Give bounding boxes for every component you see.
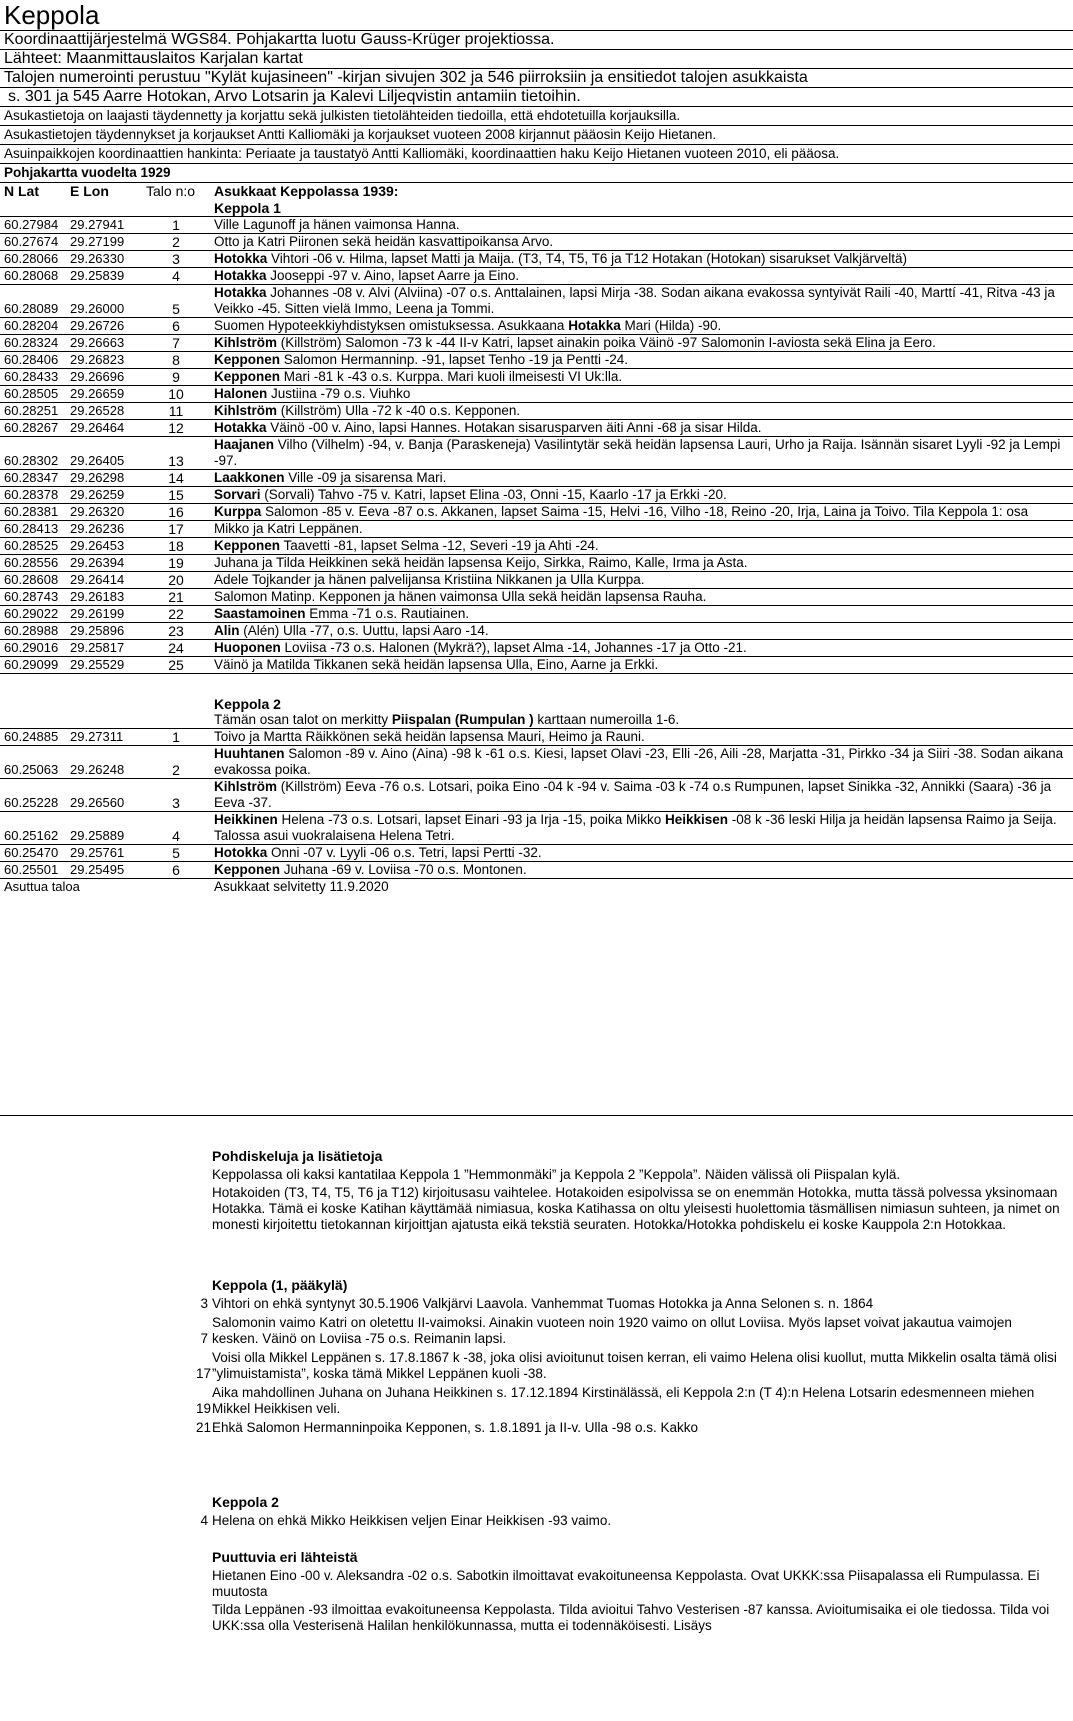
residents-text: Vilho (Vilhelm) -94, v. Banja (Paraskeneja) Vasilintytär sekä heidän lapsensa Lauri, Urho ja Raija. Isännän sisaret Lyyli -92 ja Lempi -97.	[214, 437, 1061, 468]
lat-cell: 60.29099	[0, 657, 70, 674]
table-row	[0, 487, 1073, 504]
lat-cell: 60.25162	[0, 812, 70, 845]
house-number-cell: 3	[140, 779, 212, 812]
residents-cell	[212, 572, 1073, 589]
note-item	[200, 1315, 1062, 1347]
column-header-row	[0, 182, 1073, 200]
note-item-text: Aika mahdollinen Juhana on Juhana Heikkinen s. 17.12.1894 Kirstinälässä, eli Keppola 2:n (T 4):n Helena Lotsarin edesmenneen miehen Mikkel Heikkisen veli.	[212, 1385, 1035, 1416]
lat-cell: 60.28267	[0, 420, 70, 437]
residents-text: Loviisa -73 o.s. Halonen (Mykrä?), lapset Alma -14, Johannes -17 ja Otto -21.	[280, 640, 747, 655]
note-item-number: 7	[200, 1331, 208, 1346]
family-name: Saastamoinen	[214, 606, 306, 621]
table-row	[0, 606, 1073, 623]
residents-cell	[212, 504, 1073, 521]
house-number-cell: 17	[140, 521, 212, 538]
lat-cell: 60.29022	[0, 606, 70, 623]
lat-cell: 60.25228	[0, 779, 70, 812]
family-name: Huuhtanen	[214, 746, 285, 761]
lat-cell: 60.24885	[0, 729, 70, 746]
residents-cell	[212, 623, 1073, 640]
col-residents: Asukkaat Keppolassa 1939:	[214, 183, 399, 199]
residents-cell	[212, 420, 1073, 437]
lat-cell: 60.28413	[0, 521, 70, 538]
missing-paragraph-1: Hietanen Eino -00 v. Aleksandra -02 o.s. Sabotkin ilmoittavat evakoituneensa Keppolasta. Ovat UKKK:ssa Piisapalassa eli Rumpulassa. Ei muutosta	[212, 1568, 1040, 1599]
lon-cell: 29.26726	[70, 318, 140, 335]
house-number-cell: 1	[140, 729, 212, 746]
notes-heading-missing: Puuttuvia eri lähteistä	[212, 1549, 358, 1565]
note-item	[196, 1385, 1062, 1417]
residents-cell	[212, 589, 1073, 606]
house-number-cell: 5	[140, 285, 212, 318]
lat-cell: 60.27984	[0, 217, 70, 234]
note-item-text: Voisi olla Mikkel Leppänen s. 17.8.1867 k -38, joka olisi avioitunut toisen kerran, eli vaimo Helena olisi kuollut, mutta Mikkelin osalta tämä olisi ”ylimuistamista”, koska tämä Mikkel Leppänen kuoli -38.	[212, 1350, 1057, 1381]
lon-cell: 29.26248	[70, 746, 140, 779]
lat-cell: 60.25501	[0, 862, 70, 879]
residents-text: Juhana -69 v. Loviisa -70 o.s. Montonen.	[280, 862, 527, 877]
table-row	[0, 217, 1073, 234]
house-number-cell: 6	[140, 862, 212, 879]
table-row	[0, 504, 1073, 521]
section-2-note	[212, 712, 1073, 729]
table-row	[0, 285, 1073, 318]
residents-cell	[212, 812, 1073, 845]
residents-cell	[212, 217, 1073, 234]
lon-cell: 29.26320	[70, 504, 140, 521]
lon-cell: 29.25817	[70, 640, 140, 657]
residents-text: Väinö ja Matilda Tikkanen sekä heidän lapsensa Ulla, Eino, Aarne ja Erkki.	[214, 657, 659, 672]
divider-top	[0, 1115, 1073, 1116]
lat-cell: 60.28068	[0, 268, 70, 285]
residents-text: Salomon Matinp. Kepponen ja hänen vaimonsa Ulla sekä heidän lapsensa Rauha.	[214, 589, 707, 604]
notes-heading: Pohdiskeluja ja lisätietoja	[212, 1148, 383, 1164]
lat-cell: 60.28556	[0, 555, 70, 572]
lon-cell: 29.26464	[70, 420, 140, 437]
col-lon: E Lon	[70, 183, 109, 199]
residents-text: (Killström) Ulla -72 k -40 o.s. Kepponen.	[277, 403, 521, 418]
lon-cell: 29.26663	[70, 335, 140, 352]
house-number-cell: 5	[140, 845, 212, 862]
note-text-b: Piispalan (Rumpulan )	[391, 712, 534, 727]
table-row	[0, 335, 1073, 352]
family-name: Alin	[214, 623, 240, 638]
residents-cell	[212, 268, 1073, 285]
table-row	[0, 318, 1073, 335]
notes-heading-keppola-1: Keppola (1, pääkylä)	[212, 1277, 348, 1293]
residents-text-2: Mari (Hilda) -90.	[620, 318, 722, 333]
house-number-cell: 16	[140, 504, 212, 521]
residents-text: Johannes -08 v. Alvi (Alviina) -07 o.s. Anttalainen, lapsi Mirja -38. Sodan aikana evakossa syntyivät Raili -40, Marttí -41, Ritva -43 ja Veikko -45. Sitten vielä Immo, Leena ja Tommi.	[214, 285, 1055, 316]
residents-text: Otto ja Katri Piironen sekä heidän kasvattipoikansa Arvo.	[214, 234, 554, 249]
note-item	[200, 1296, 1062, 1312]
note-item-number: 19	[196, 1401, 212, 1416]
house-number-cell: 2	[140, 746, 212, 779]
residents-cell	[212, 746, 1073, 779]
residents-text: Justiina -79 o.s. Viuhko	[267, 386, 411, 401]
lat-cell: 60.28988	[0, 623, 70, 640]
table-row	[0, 729, 1073, 746]
table-row	[0, 251, 1073, 268]
residents-text: Toivo ja Martta Räikkönen sekä heidän lapsensa Mauri, Heimo ja Rauni.	[214, 729, 645, 744]
lon-cell: 29.26659	[70, 386, 140, 403]
family-name-2: Hotakka	[568, 318, 621, 333]
residents-cell	[212, 729, 1073, 746]
table-row	[0, 386, 1073, 403]
lat-cell: 60.28324	[0, 335, 70, 352]
house-number-cell: 3	[140, 251, 212, 268]
lon-cell: 29.26414	[70, 572, 140, 589]
table-row	[0, 234, 1073, 251]
family-name: Hotokka	[214, 251, 268, 266]
notes-paragraph-1: Keppolassa oli kaksi kantatilaa Keppola 1 ”Hemmonmäki” ja Keppola 2 ”Keppola”. Näiden välissä oli Piispalan kylä.	[212, 1167, 901, 1182]
lon-cell: 29.25761	[70, 845, 140, 862]
house-number-cell: 20	[140, 572, 212, 589]
family-name: Kepponen	[214, 369, 280, 384]
lat-cell: 60.28347	[0, 470, 70, 487]
house-number-cell: 14	[140, 470, 212, 487]
lon-cell: 29.26183	[70, 589, 140, 606]
lat-cell: 60.29016	[0, 640, 70, 657]
residents-cell	[212, 845, 1073, 862]
table-row	[0, 555, 1073, 572]
lon-cell: 29.26528	[70, 403, 140, 420]
house-number-cell: 15	[140, 487, 212, 504]
note-item-text: Ehkä Salomon Hermanninpoika Kepponen, s. 1.8.1891 ja II-v. Ulla -98 o.s. Kakko	[212, 1420, 699, 1435]
table-row	[0, 420, 1073, 437]
family-name: Sorvari	[214, 487, 261, 502]
residents-text: (Sorvali) Tahvo -75 v. Katri, lapset Elina -03, Onni -15, Kaarlo -17 ja Erkki -20.	[260, 487, 727, 502]
lon-cell: 29.25839	[70, 268, 140, 285]
family-name: Kepponen	[214, 352, 280, 367]
residents-cell	[212, 657, 1073, 674]
table-row	[0, 352, 1073, 369]
note-text-c: karttaan numeroilla 1-6.	[533, 712, 680, 727]
house-number-cell: 4	[140, 812, 212, 845]
residents-cell	[212, 251, 1073, 268]
lat-cell: 60.28204	[0, 318, 70, 335]
header-line-coordinate-system: Koordinaattijärjestelmä WGS84. Pohjakartta luotu Gauss-Krüger projektiossa.	[0, 30, 1073, 49]
header-line-numbering-cont: s. 301 ja 545 Aarre Hotokan, Arvo Lotsarin ja Kalevi Liljeqvistin antamiin tietoihin.	[0, 87, 1073, 106]
lat-cell: 60.28302	[0, 437, 70, 470]
note-item-text: Salomonin vaimo Katri on oletettu II-vaimoksi. Ainakin vuoteen noin 1920 vaimo on ollut Loviisa. Myös lapset voivat jakautua vaimojen kesken. Väinö on Loviisa -75 o.s. Reimanin lapsi.	[212, 1315, 1012, 1346]
lon-cell: 29.26236	[70, 521, 140, 538]
residents-cell	[212, 862, 1073, 879]
info-line-1: Asukastietoja on laajasti täydennetty ja korjattu sekä julkisten tietolähteiden tiedoilla, että ehdotetuilla korjauksilla.	[0, 106, 1073, 125]
residents-cell	[212, 369, 1073, 386]
family-name: Kihlström	[214, 779, 278, 794]
residents-text: (Killström) Eeva -76 o.s. Lotsari, poika Eino -04 k -94 v. Saima -03 k -74 o.s Rumpunen, lapset Sinikka -32, Annikki (Saara) -36 ja Eeva -37.	[214, 779, 1052, 810]
family-name: Kepponen	[214, 538, 280, 553]
family-name: Halonen	[214, 386, 268, 401]
house-number-cell: 22	[140, 606, 212, 623]
note-text-a: Tämän osan talot on merkitty	[214, 712, 392, 727]
info-line-3: Asuinpaikkojen koordinaattien hankinta: Periaate ja taustatyö Antti Kalliomäki, koordinaattien haku Keijo Hietanen vuoteen 2010, eli pääosa.	[0, 144, 1073, 163]
lon-cell: 29.25495	[70, 862, 140, 879]
residents-text: Helena -73 o.s. Lotsari, lapset Einari -93 ja Irja -15, poika Mikko	[277, 812, 665, 827]
residents-text: Mikko ja Katri Leppänen.	[214, 521, 363, 536]
table-row	[0, 640, 1073, 657]
page-title: Keppola	[4, 0, 100, 30]
lat-cell: 60.28525	[0, 538, 70, 555]
family-name: Laakkonen	[214, 470, 285, 485]
lat-cell: 60.28433	[0, 369, 70, 386]
lon-cell: 29.27311	[70, 729, 140, 746]
lon-cell: 29.26199	[70, 606, 140, 623]
family-name: Kurppa	[214, 504, 262, 519]
residents-text: Adele Tojkander ja hänen palvelijansa Kristiina Nikkanen ja Ulla Kurppa.	[214, 572, 645, 587]
house-number-cell: 1	[140, 217, 212, 234]
family-name: Huoponen	[214, 640, 281, 655]
missing-paragraph-2: Tilda Leppänen -93 ilmoittaa evakoituneensa Keppolasta. Tilda avioitui Tahvo Vesterisen -87 kanssa. Avioitumisaika ei ole tiedossa. Tilda voi UKK:ssa olla Vesterisenä Halilan henkilökunnassa, mutta ei todennäköisesti. Lisäys	[212, 1602, 1050, 1633]
family-name: Hotakka	[214, 285, 267, 300]
lon-cell: 29.26259	[70, 487, 140, 504]
table-row	[0, 369, 1073, 386]
note-item-text: Vihtori on ehkä syntynyt 30.5.1906 Valkjärvi Laavola. Vanhemmat Tuomas Hotokka ja Anna Selonen s. n. 1864	[212, 1296, 874, 1311]
residents-text: Väinö -00 v. Aino, lapsi Hannes. Hotakan sisarusparven äiti Anni -68 ja sisar Hilda.	[266, 420, 762, 435]
residents-cell	[212, 521, 1073, 538]
residents-cell	[212, 487, 1073, 504]
lat-cell: 60.25470	[0, 845, 70, 862]
col-lat: N Lat	[4, 183, 39, 199]
residents-table	[0, 200, 1073, 895]
table-row	[0, 657, 1073, 674]
lon-cell: 29.26330	[70, 251, 140, 268]
lon-cell: 29.26000	[70, 285, 140, 318]
lon-cell: 29.26823	[70, 352, 140, 369]
residents-cell	[212, 470, 1073, 487]
house-number-cell: 24	[140, 640, 212, 657]
house-number-cell: 25	[140, 657, 212, 674]
lon-cell: 29.27941	[70, 217, 140, 234]
house-number-cell: 2	[140, 234, 212, 251]
table-row	[0, 403, 1073, 420]
note-item	[196, 1350, 1062, 1382]
lat-cell: 60.28066	[0, 251, 70, 268]
lon-cell: 29.26394	[70, 555, 140, 572]
section-keppola-1: Keppola 1	[214, 200, 281, 216]
lat-cell: 60.28505	[0, 386, 70, 403]
note-item	[196, 1420, 1062, 1436]
family-name: Hotakka	[214, 420, 267, 435]
lat-cell: 60.25063	[0, 746, 70, 779]
table-row	[0, 779, 1073, 812]
table-row	[0, 589, 1073, 606]
lon-cell: 29.26560	[70, 779, 140, 812]
lon-cell: 29.26298	[70, 470, 140, 487]
residents-cell	[212, 779, 1073, 812]
note-item-number: 17	[196, 1366, 212, 1381]
table-row	[0, 746, 1073, 779]
family-name: Hotokka	[214, 845, 268, 860]
note-item	[200, 1513, 1062, 1529]
house-number-cell: 23	[140, 623, 212, 640]
table-row	[0, 470, 1073, 487]
lon-cell: 29.26405	[70, 437, 140, 470]
lon-cell: 29.27199	[70, 234, 140, 251]
house-number-cell: 11	[140, 403, 212, 420]
house-number-cell: 7	[140, 335, 212, 352]
header-line-sources: Lähteet: Maanmittauslaitos Karjalan kartat	[0, 49, 1073, 68]
lat-cell: 60.28251	[0, 403, 70, 420]
house-number-cell: 10	[140, 386, 212, 403]
residents-text: Emma -71 o.s. Rautiainen.	[305, 606, 470, 621]
residents-text: Taavetti -81, lapset Selma -12, Severi -19 ja Ahti -24.	[280, 538, 599, 553]
residents-cell	[212, 555, 1073, 572]
residents-cell	[212, 335, 1073, 352]
family-name: Kepponen	[214, 862, 280, 877]
residents-text: Ville -09 ja sisarensa Mari.	[284, 470, 447, 485]
residents-text: Ville Lagunoff ja hänen vaimonsa Hanna.	[214, 217, 460, 232]
basemap-label: Pohjakartta vuodelta 1929	[0, 163, 1073, 182]
residents-cell	[212, 437, 1073, 470]
residents-cell	[212, 285, 1073, 318]
residents-text: Mari -81 k -43 o.s. Kurppa. Mari kuoli ilmeisesti VI Uk:lla.	[280, 369, 623, 384]
residents-text: Juhana ja Tilda Heikkinen sekä heidän lapsensa Keijo, Sirkka, Raimo, Kalle, Irma ja Asta.	[214, 555, 748, 570]
note-item-number: 21	[196, 1420, 212, 1435]
table-row	[0, 437, 1073, 470]
residents-cell	[212, 318, 1073, 335]
residents-cell	[212, 234, 1073, 251]
table-row	[0, 862, 1073, 879]
house-number-cell: 13	[140, 437, 212, 470]
house-number-cell: 9	[140, 369, 212, 386]
house-number-cell: 4	[140, 268, 212, 285]
footer-left: Asuttua taloa	[0, 879, 212, 896]
residents-cell	[212, 403, 1073, 420]
residents-text: Vihtori -06 v. Hilma, lapset Matti ja Maija. (T3, T4, T5, T6 ja T12 Hotakan (Hotokan) sisarukset Valkjärveltä)	[267, 251, 908, 266]
lat-cell: 60.28089	[0, 285, 70, 318]
residents-text: (Killström) Salomon -73 k -44 II-v Katri, lapset ainakin poika Väinö -97 Salomonin I-aviosta sekä Elina ja Eero.	[277, 335, 936, 350]
residents-text: Salomon -89 v. Aino (Aina) -98 k -61 o.s. Kiesi, lapset Olavi -23, Elli -26, Aili -28, Marjatta -31, Pirkko -34 ja Siiri -38. Sodan aikana evakossa poika.	[214, 746, 1064, 777]
house-number-cell: 12	[140, 420, 212, 437]
lon-cell: 29.25529	[70, 657, 140, 674]
house-number-cell: 6	[140, 318, 212, 335]
info-line-2: Asukastietojen täydennykset ja korjaukset Antti Kalliomäki ja korjaukset vuoteen 2008 kirjannut pääosin Keijo Hietanen.	[0, 125, 1073, 144]
house-number-cell: 21	[140, 589, 212, 606]
notes-paragraph-2: Hotakoiden (T3, T4, T5, T6 ja T12) kirjoitusasu vaihtelee. Hotakoiden esipolvissa se on enemmän Hotokka, mutta tässä polvessa yksinomaan Hotakka. Tämä ei koske Katihan käyttämää nimiasua, koska Katihassa on oltu yleisesti huolettomia täsmällisen nimiasun suhteen, ja nimet on monesti kirjoitettu tietokannan kirjoittjan ajatusta eikä tekstiä seuraten. Hotokka/Hotokka pohdiskelu ei koske Kauppola 2:n Hotokkaa.	[212, 1185, 1060, 1232]
table-row	[0, 845, 1073, 862]
family-name: Haajanen	[214, 437, 275, 452]
table-row	[0, 812, 1073, 845]
residents-text: Onni -07 v. Lyyli -06 o.s. Tetri, lapsi Pertti -32.	[267, 845, 542, 860]
lon-cell: 29.26453	[70, 538, 140, 555]
notes-heading-keppola-2: Keppola 2	[212, 1494, 279, 1510]
family-name: Kihlström	[214, 403, 278, 418]
family-name-2: Heikkisen	[664, 812, 729, 827]
header-line-numbering: Talojen numerointi perustuu "Kylät kujasineen" -kirjan sivujen 302 ja 546 piirroksiin ja ensitiedot talojen asukkaista	[0, 68, 1073, 87]
residents-cell	[212, 640, 1073, 657]
note-item-number: 3	[200, 1296, 208, 1311]
residents-text: Salomon -85 v. Eeva -87 o.s. Akkanen, lapset Saima -15, Helvi -16, Vilho -18, Reino -20, Irja, Laina ja Toivo. Tila Keppola 1: osa	[261, 504, 1029, 519]
residents-cell	[212, 352, 1073, 369]
lat-cell: 60.28381	[0, 504, 70, 521]
table-row	[0, 572, 1073, 589]
residents-text-2: -08 k -36 leski Hilja ja heidän lapsensa Raimo ja Seija. Talossa asui vuokralaisena Helena Tetri.	[214, 812, 1057, 843]
residents-text: Suomen Hypoteekkiyhdistyksen omistuksessa. Asukkaana	[214, 318, 569, 333]
notes-section	[196, 1148, 1062, 1634]
table-row	[0, 521, 1073, 538]
residents-text: Salomon Hermanninp. -91, lapset Tenho -19 ja Pentti -24.	[280, 352, 628, 367]
table-row	[0, 538, 1073, 555]
house-number-cell: 18	[140, 538, 212, 555]
section-keppola-2: Keppola 2	[214, 696, 281, 712]
lat-cell: 60.28743	[0, 589, 70, 606]
lat-cell: 60.28378	[0, 487, 70, 504]
house-number-cell: 19	[140, 555, 212, 572]
note-item-number: 4	[200, 1513, 208, 1528]
lon-cell: 29.25896	[70, 623, 140, 640]
footer-right: Asukkaat selvitetty 11.9.2020	[212, 879, 1073, 896]
house-number-cell: 8	[140, 352, 212, 369]
table-row	[0, 268, 1073, 285]
residents-cell	[212, 386, 1073, 403]
family-name: Heikkinen	[214, 812, 278, 827]
family-name: Hotakka	[214, 268, 267, 283]
note-item-text: Helena on ehkä Mikko Heikkisen veljen Einar Heikkisen -93 vaimo.	[212, 1513, 612, 1528]
residents-cell	[212, 606, 1073, 623]
col-house: Talo n:o	[146, 183, 196, 199]
lon-cell: 29.25889	[70, 812, 140, 845]
lon-cell: 29.26696	[70, 369, 140, 386]
residents-text: Jooseppi -97 v. Aino, lapset Aarre ja Eino.	[266, 268, 520, 283]
residents-text: (Alén) Ulla -77, o.s. Uuttu, lapsi Aaro -14.	[239, 623, 489, 638]
table-row	[0, 623, 1073, 640]
lat-cell: 60.28608	[0, 572, 70, 589]
residents-cell	[212, 538, 1073, 555]
lat-cell: 60.27674	[0, 234, 70, 251]
lat-cell: 60.28406	[0, 352, 70, 369]
family-name: Kihlström	[214, 335, 278, 350]
